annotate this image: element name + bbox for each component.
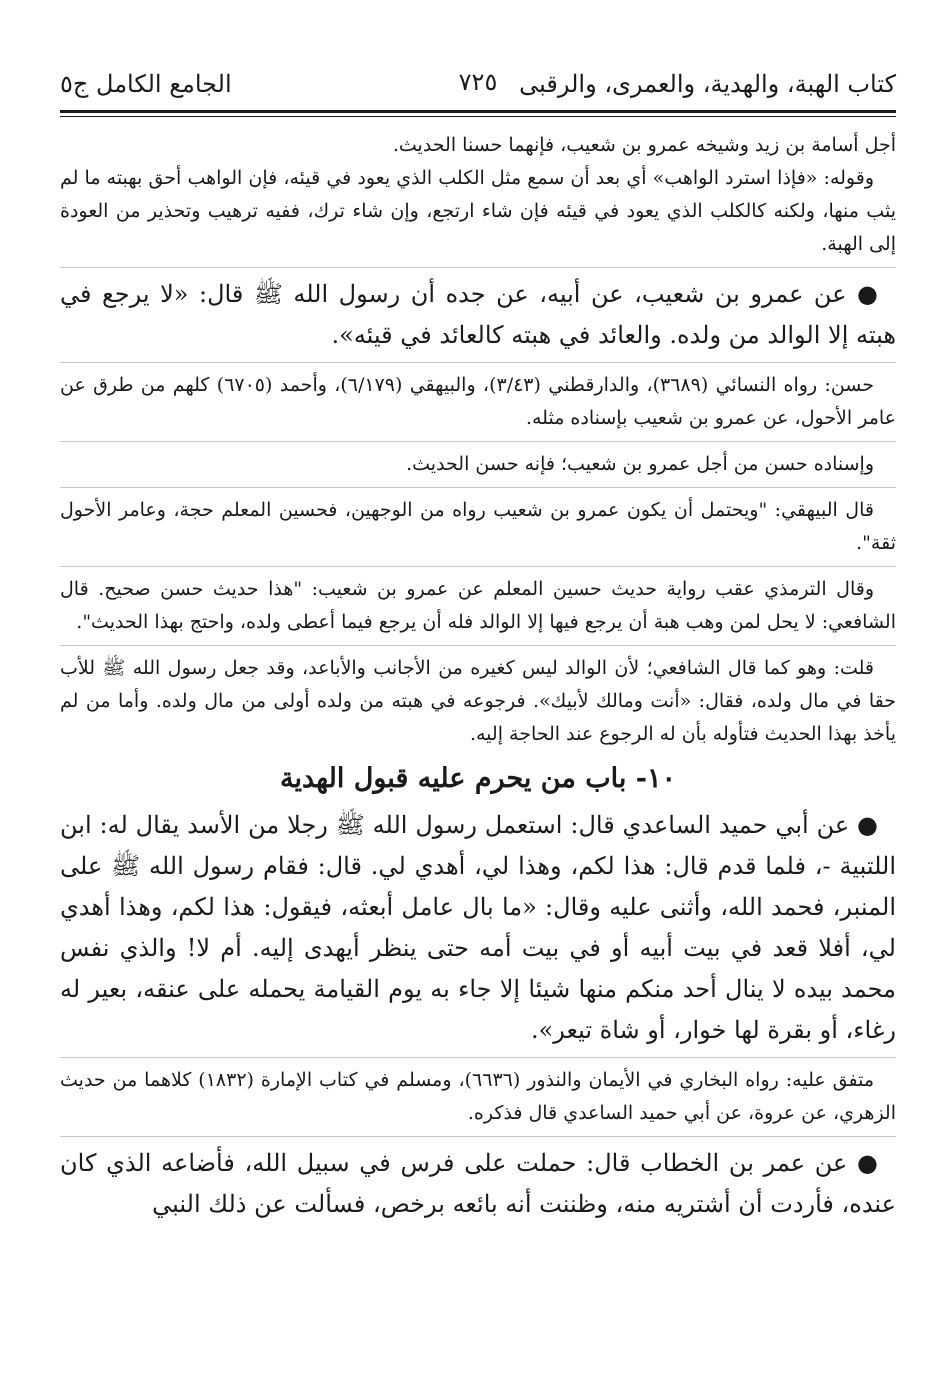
header-rule-thick (60, 110, 896, 113)
note-paragraph: وقال الترمذي عقب رواية حديث حسين المعلم عن عمرو بن شعيب: "هذا حديث حسن صحيح. قال الشافعي: لا يحل لمن وهب هبة أن يرجع فيها إلا الوالد فله أن يرجع فيما أعطى ولده، واحتج بهذا الحديث". (60, 578, 896, 633)
note-paragraph: وإسناده حسن من أجل عمرو بن شعيب؛ فإنه حسن الحديث. (406, 453, 874, 475)
separator (60, 645, 896, 646)
separator (60, 566, 896, 567)
separator (60, 267, 896, 268)
header-book-title: كتاب الهبة، والهدية، والعمرى، والرقبى (519, 70, 896, 98)
hadith-paragraph: ● عن عمر بن الخطاب قال: حملت على فرس في سبيل الله، فأضاعه الذي كان عنده، فأردت أن أشتريه منه، وظننت أنه بائعه برخص، فسألت عن ذلك النبي (60, 1149, 896, 1218)
hadith-paragraph: ● عن أبي حميد الساعدي قال: استعمل رسول الله ﷺ رجلا من الأسد يقال له: ابن اللتبية -، فلما قدم قال: هذا لكم، وهذا لي، أهدي لي. قال: فقام رسول الله ﷺ على المنبر، فحمد الله، وأثنى عليه وقال: «ما بال عامل أبعثه، فيقول: هذا لكم، وهذا أهدي لي، أفلا قعد في بيت أبيه أو في بيت أمه حتى ينظر أيهدى إليه. أم لا! والذي نفس محمد بيده لا ينال أحد منكم منها شيئا إلا جاء به يوم القيامة يحمله على عنقه، بعير له رغاء، أو بقرة لها خوار، أو شاة تيعر». (60, 811, 896, 1044)
separator (60, 1057, 896, 1058)
separator (60, 487, 896, 488)
separator (60, 362, 896, 363)
page-content (60, 129, 896, 1225)
hadith-paragraph: ● عن عمرو بن شعيب، عن أبيه، عن جده أن رسول الله ﷺ قال: «لا يرجع في هبته إلا الوالد من ولده. والعائد في هبته كالعائد في قيئه». (60, 280, 896, 349)
header-volume: الجامع الكامل ج٥ (60, 70, 232, 98)
takhrij-paragraph: متفق عليه: رواه البخاري في الأيمان والنذور (٦٦٣٦)، ومسلم في كتاب الإمارة (١٨٣٢) كلاهما من حديث الزهري، عن عروة، عن أبي حميد الساعدي قال فذكره. (60, 1069, 896, 1124)
header-rule-thin (60, 116, 896, 117)
takhrij-paragraph: حسن: رواه النسائي (٣٦٨٩)، والدارقطني (٣/٤٣)، والبيهقي (٦/١٧٩)، وأحمد (٦٧٠٥) كلهم من طرق عن عامر الأحول، عن عمرو بن شعيب بإسناده مثله. (60, 374, 896, 429)
note-paragraph: قال البيهقي: "ويحتمل أن يكون عمرو بن شعيب رواه من الوجهين، فحسين المعلم حجة، وعامر الأحول ثقة". (60, 499, 896, 554)
note-paragraph: أجل أسامة بن زيد وشيخه عمرو بن شعيب، فإنهما حسنا الحديث. (392, 134, 896, 156)
chapter-heading: ١٠- باب من يحرم عليه قبول الهدية (280, 763, 676, 794)
book-page (60, 60, 896, 1225)
separator (60, 441, 896, 442)
page-number: ٧٢٥ (458, 68, 498, 96)
note-paragraph: وقوله: «فإذا استرد الواهب» أي بعد أن سمع مثل الكلب الذي يعود في قيئه، فإن الواهب أحق بهبته ما لم يثب منها، ولكنه كالكلب الذي يعود في قيئه فإن شاء ارتجع، وإن شاء ترك، ففيه ترهيب وتحذير من العودة إلى الهبة. (60, 167, 896, 255)
separator (60, 1136, 896, 1137)
note-paragraph: قلت: وهو كما قال الشافعي؛ لأن الوالد ليس كغيره من الأجانب والأباعد، وقد جعل رسول الله ﷺ للأب حقا في مال ولده، فقال: «أنت ومالك لأبيك». فرجوعه في هبته من ولده أولى من مال ولده. وأما من لم يأخذ بهذا الحديث فتأوله بأن له الرجوع عند الحاجة إليه. (60, 657, 896, 745)
running-header (60, 60, 896, 100)
